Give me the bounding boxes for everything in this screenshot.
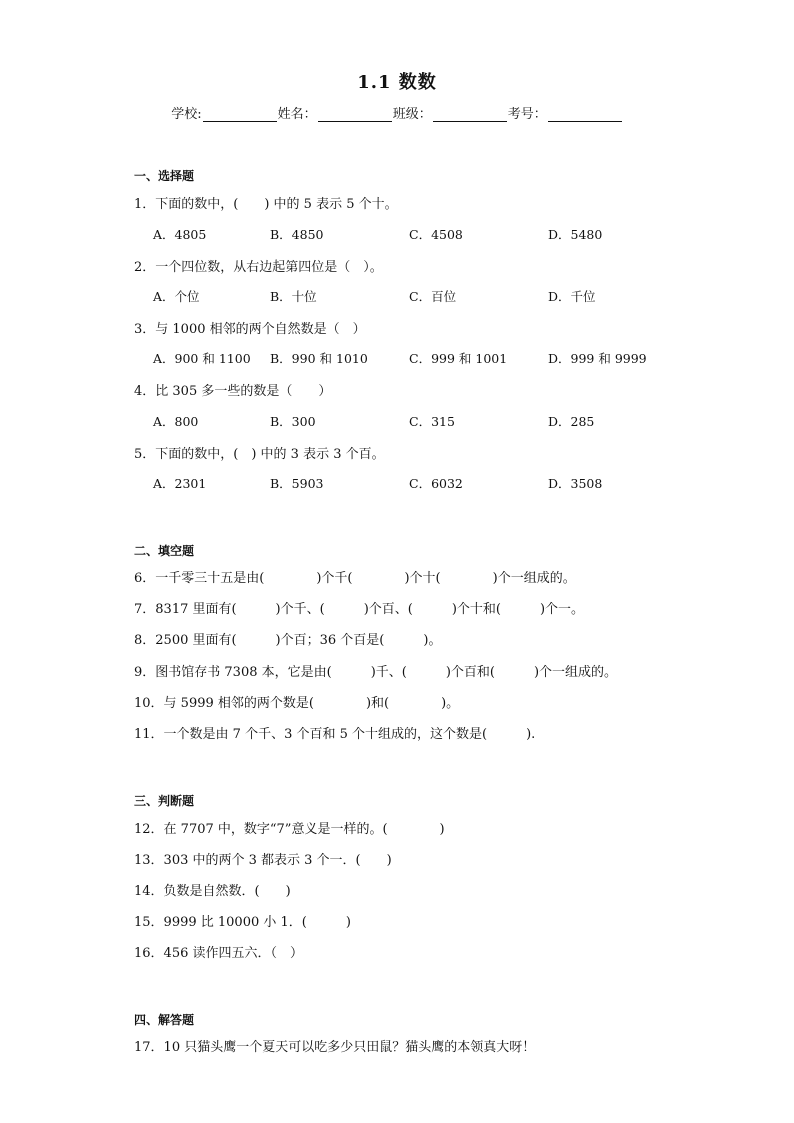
- number-blank[interactable]: [548, 107, 622, 122]
- q5-option-a[interactable]: A．2301: [153, 476, 207, 491]
- question-10: 10．与 5999 相邻的两个数是( )和( )。: [134, 696, 460, 711]
- q2-option-d[interactable]: D．千位: [548, 289, 596, 304]
- student-info-line: [0, 103, 794, 122]
- school-label: 学校:: [171, 107, 202, 122]
- question-8: 8．2500 里面有( )个百；36 个百是( )。: [134, 633, 442, 648]
- name-blank[interactable]: [318, 107, 392, 122]
- class-blank[interactable]: [433, 107, 507, 122]
- q1-option-d[interactable]: D．5480: [548, 227, 603, 242]
- section-heading-fill: 二、填空题: [134, 544, 195, 558]
- q4-option-b[interactable]: B．300: [270, 414, 316, 429]
- name-label: 姓名：: [277, 107, 317, 122]
- question-5: 5．下面的数中，( ) 中的 3 表示 3 个百。: [134, 447, 385, 462]
- q3-option-d[interactable]: D．999 和 9999: [548, 351, 647, 366]
- q2-option-a[interactable]: A．个位: [153, 289, 200, 304]
- q5-option-d[interactable]: D．3508: [548, 476, 603, 491]
- question-12: 12．在 7707 中，数字“7”意义是一样的。( ): [134, 822, 445, 837]
- q1-option-a[interactable]: A．4805: [153, 227, 207, 242]
- question-17: 17．10 只猫头鹰一个夏天可以吃多少只田鼠？猫头鹰的本领真大呀！: [134, 1040, 536, 1055]
- q3-option-a[interactable]: A．900 和 1100: [153, 351, 251, 366]
- q5-option-c[interactable]: C．6032: [409, 476, 463, 491]
- page-title: 1.1 数数: [357, 72, 437, 93]
- q4-option-d[interactable]: D．285: [548, 414, 595, 429]
- q1-option-c[interactable]: C．4508: [409, 227, 463, 242]
- section-heading-answer: 四、解答题: [134, 1013, 195, 1027]
- school-blank[interactable]: [203, 107, 277, 122]
- q3-option-c[interactable]: C．999 和 1001: [409, 351, 508, 366]
- q4-option-c[interactable]: C．315: [409, 414, 455, 429]
- q2-option-c[interactable]: C．百位: [409, 289, 457, 304]
- question-14: 14．负数是自然数．( ): [134, 884, 291, 899]
- question-3: 3．与 1000 相邻的两个自然数是（ ）: [134, 322, 366, 337]
- question-11: 11．一个数是由 7 个千、3 个百和 5 个十组成的，这个数是( ).: [134, 727, 536, 742]
- question-13: 13．303 中的两个 3 都表示 3 个一．( ): [134, 853, 392, 868]
- q4-option-a[interactable]: A．800: [153, 414, 199, 429]
- q5-option-b[interactable]: B．5903: [270, 476, 324, 491]
- question-2: 2．一个四位数，从右边起第四位是（ ）。: [134, 260, 383, 275]
- section-heading-judge: 三、判断题: [134, 794, 195, 808]
- section-heading-choice: 一、选择题: [134, 169, 195, 183]
- class-label: 班级：: [392, 107, 432, 122]
- question-6: 6．一千零三十五是由( )个千( )个十( )个一组成的。: [134, 571, 576, 586]
- q3-option-b[interactable]: B．990 和 1010: [270, 351, 368, 366]
- question-1: 1．下面的数中，( ) 中的 5 表示 5 个十。: [134, 197, 398, 212]
- question-7: 7．8317 里面有( )个千、( )个百、( )个十和( )个一。: [134, 602, 585, 617]
- q2-option-b[interactable]: B．十位: [270, 289, 317, 304]
- question-15: 15．9999 比 10000 小 1．( ): [134, 915, 351, 930]
- question-16: 16．456 读作四五六．（ ）: [134, 946, 303, 961]
- question-9: 9．图书馆存书 7308 本，它是由( )千、( )个百和( )个一组成的。: [134, 665, 618, 680]
- question-4: 4．比 305 多一些的数是（ ）: [134, 384, 332, 399]
- number-label: 考号：: [507, 107, 547, 122]
- q1-option-b[interactable]: B．4850: [270, 227, 324, 242]
